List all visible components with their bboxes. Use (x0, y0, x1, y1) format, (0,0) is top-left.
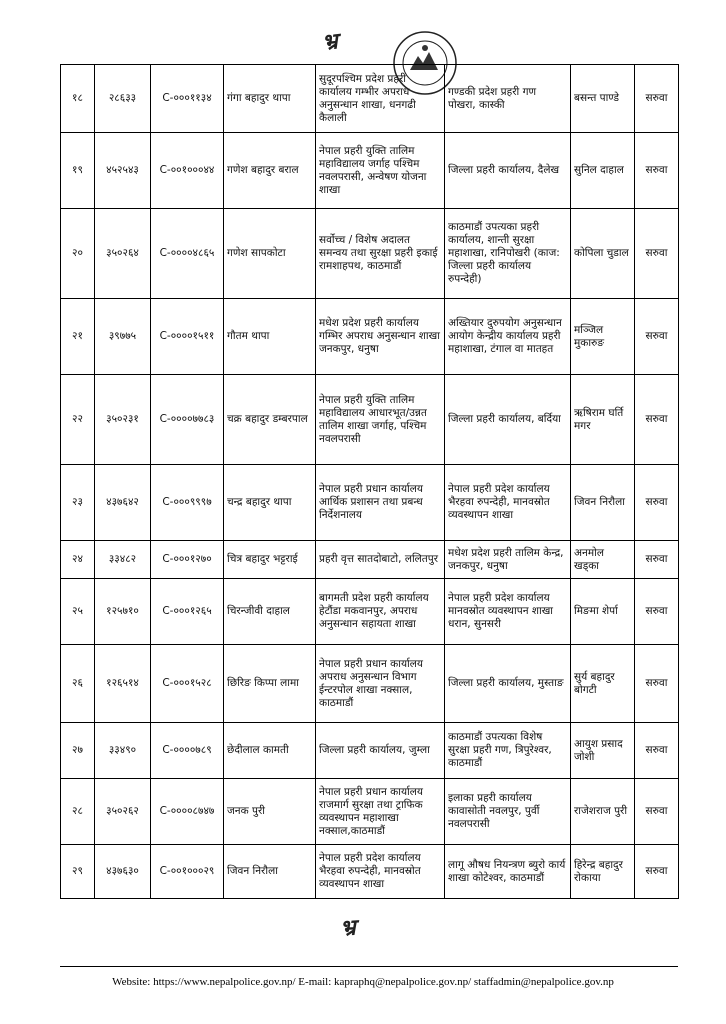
personnel-id: ३३४८२ (95, 541, 151, 579)
replacement-name: मिङमा शेर्पा (571, 579, 635, 645)
personnel-id: ३९७७५ (95, 299, 151, 375)
employee-name: गौतम थापा (224, 299, 316, 375)
top-signature: भ्र (320, 28, 339, 56)
serial-number: २९ (61, 845, 95, 899)
action-type: सरुवा (635, 65, 679, 133)
employee-name: चिरन्जीवी दाहाल (224, 579, 316, 645)
table-row (61, 133, 679, 209)
employee-code: C-०००९९९७ (151, 465, 224, 541)
action-type: सरुवा (635, 845, 679, 899)
employee-name: छेदीलाल कामती (224, 723, 316, 779)
table-row (61, 645, 679, 723)
replacement-name: अनमोल खड्का (571, 541, 635, 579)
personnel-id: ३५०२३१ (95, 375, 151, 465)
employee-name: गणेश बहादुर बराल (224, 133, 316, 209)
action-type: सरुवा (635, 541, 679, 579)
current-office: नेपाल प्रहरी प्रदेश कार्यालय भैरहवा रुपन्देही, मानवस्रोत व्यवस्थापन शाखा (316, 845, 445, 899)
table-row (61, 723, 679, 779)
current-office: नेपाल प्रहरी प्रधान कार्यालय राजमार्ग सुरक्षा तथा ट्राफिक व्यवस्थापन महाशाखा नक्साल,काठमाडौं (316, 779, 445, 845)
employee-code: C-००१०००४४ (151, 133, 224, 209)
replacement-name: बसन्त पाण्डे (571, 65, 635, 133)
bottom-signature: भ्र (339, 914, 357, 942)
serial-number: २५ (61, 579, 95, 645)
transfer-office: लागू औषध नियन्त्रण ब्युरो कार्य शाखा कोटेश्वर, काठमाडौं (445, 845, 571, 899)
transfer-office: जिल्ला प्रहरी कार्यालय, मुस्ताङ (445, 645, 571, 723)
table-row (61, 65, 679, 133)
employee-name: जनक पुरी (224, 779, 316, 845)
serial-number: २६ (61, 645, 95, 723)
current-office: नेपाल प्रहरी प्रधान कार्यालय आर्थिक प्रशासन तथा प्रबन्ध निर्देशनालय (316, 465, 445, 541)
serial-number: २० (61, 209, 95, 299)
table-row (61, 845, 679, 899)
action-type: सरुवा (635, 299, 679, 375)
current-office: नेपाल प्रहरी प्रधान कार्यालय अपराध अनुसन्धान विभाग ईन्टरपोल शाखा नक्साल, काठमाडौं (316, 645, 445, 723)
replacement-name: राजेशराज पुरी (571, 779, 635, 845)
employee-code: C-००००८७४७ (151, 779, 224, 845)
action-type: सरुवा (635, 465, 679, 541)
employee-code: C-००००७७८३ (151, 375, 224, 465)
employee-name: गणेश सापकोटा (224, 209, 316, 299)
serial-number: २७ (61, 723, 95, 779)
employee-code: C-०००१२७० (151, 541, 224, 579)
employee-name: छिरिङ किप्पा लामा (224, 645, 316, 723)
current-office: बागमती प्रदेश प्रहरी कार्यालय हेटौंडा मकवानपुर, अपराध अनुसन्धान सहायता शाखा (316, 579, 445, 645)
transfer-office: इलाका प्रहरी कार्यालय कावासोती नवलपुर, पुर्वी नवलपरासी (445, 779, 571, 845)
table-row (61, 209, 679, 299)
replacement-name: मञ्जिल मुकारुङ (571, 299, 635, 375)
transfer-office: नेपाल प्रहरी प्रदेश कार्यालय भैरहवा रुपन्देही, मानवस्रोत व्यवस्थापन शाखा (445, 465, 571, 541)
transfer-office: जिल्ला प्रहरी कार्यालय, बर्दिया (445, 375, 571, 465)
replacement-name: सुनिल दाहाल (571, 133, 635, 209)
replacement-name: ऋषिराम घर्ति मगर (571, 375, 635, 465)
current-office: नेपाल प्रहरी युक्ति तालिम महाविद्यालय आधारभूत/उन्नत तालिम शाखा जर्गाह, पश्चिम नवलपरासी (316, 375, 445, 465)
transfer-office: मधेश प्रदेश प्रहरी तालिम केन्द्र, जनकपुर, धनुषा (445, 541, 571, 579)
table-row (61, 541, 679, 579)
page-footer: Website: https://www.nepalpolice.gov.np/ E-mail: kapraphq@nepalpolice.gov.np/ staffadmin@nepalpolice.gov.np (112, 976, 614, 988)
action-type: सरुवा (635, 645, 679, 723)
transfer-office: काठमाडौं उपत्यका विशेष सुरक्षा प्रहरी गण, त्रिपुरेश्वर, काठमाडौं (445, 723, 571, 779)
personnel-id: १२६५१४ (95, 645, 151, 723)
personnel-id: ४३७६३० (95, 845, 151, 899)
personnel-id: ३५०२६२ (95, 779, 151, 845)
employee-name: जिवन निरौला (224, 845, 316, 899)
employee-code: C-००००४८६५ (151, 209, 224, 299)
employee-code: C-००००१५११ (151, 299, 224, 375)
table-row (61, 375, 679, 465)
employee-name: चक्र बहादुर डम्बरपाल (224, 375, 316, 465)
transfer-office: काठमाडौं उपत्यका प्रहरी कार्यालय, शान्ती सुरक्षा महाशाखा, रानिपोखरी (काज: जिल्ला प्रहरी कार्यालय रुपन्देही) (445, 209, 571, 299)
replacement-name: सुर्य बहादुर बोगटी (571, 645, 635, 723)
employee-code: C-०००११३४ (151, 65, 224, 133)
table-row (61, 299, 679, 375)
action-type: सरुवा (635, 375, 679, 465)
current-office: प्रहरी वृत्त सातदोबाटो, ललितपुर (316, 541, 445, 579)
current-office: सर्वोच्च / विशेष अदालत समन्वय तथा सुरक्षा प्रहरी इकाई रामशाहपथ, काठमाडौं (316, 209, 445, 299)
personnel-id: ३३४९० (95, 723, 151, 779)
serial-number: २४ (61, 541, 95, 579)
action-type: सरुवा (635, 579, 679, 645)
employee-code: C-०००१२६५ (151, 579, 224, 645)
transfer-office: अख्तियार दुरुपयोग अनुसन्धान आयोग केन्द्रीय कार्यालय प्रहरी महाशाखा, टंगाल वा मातहत (445, 299, 571, 375)
footer-divider (60, 966, 678, 967)
action-type: सरुवा (635, 723, 679, 779)
personnel-id: ४३७६४२ (95, 465, 151, 541)
personnel-id: ४५२५४३ (95, 133, 151, 209)
action-type: सरुवा (635, 779, 679, 845)
table-row (61, 579, 679, 645)
employee-code: C-००००७८९ (151, 723, 224, 779)
action-type: सरुवा (635, 209, 679, 299)
serial-number: १९ (61, 133, 95, 209)
replacement-name: आयुश प्रसाद जोशी (571, 723, 635, 779)
employee-code: C-०००१५२८ (151, 645, 224, 723)
current-office: सुदूरपश्चिम प्रदेश प्रहरी कार्यालय गम्भीर अपराध अनुसन्धान शाखा, धनगढी कैलाली (316, 65, 445, 133)
employee-name: गंगा बहादुर थापा (224, 65, 316, 133)
serial-number: १८ (61, 65, 95, 133)
replacement-name: जिवन निरौला (571, 465, 635, 541)
serial-number: २२ (61, 375, 95, 465)
serial-number: २३ (61, 465, 95, 541)
table-row (61, 779, 679, 845)
current-office: मधेश प्रदेश प्रहरी कार्यालय गम्भिर अपराध अनुसन्धान शाखा जनकपुर, धनुषा (316, 299, 445, 375)
employee-name: चित्र बहादुर भट्टराई (224, 541, 316, 579)
transfer-office: गण्डकी प्रदेश प्रहरी गण पोखरा, कास्की (445, 65, 571, 133)
transfer-table (60, 64, 679, 899)
employee-code: C-००१०००२९ (151, 845, 224, 899)
serial-number: २१ (61, 299, 95, 375)
replacement-name: हिरेन्द्र बहादुर रोकाया (571, 845, 635, 899)
personnel-id: १२५७१० (95, 579, 151, 645)
transfer-office: नेपाल प्रहरी प्रदेश कार्यालय मानवस्रोत व्यवस्थापन शाखा धरान, सुनसरी (445, 579, 571, 645)
transfer-office: जिल्ला प्रहरी कार्यालय, दैलेख (445, 133, 571, 209)
current-office: नेपाल प्रहरी युक्ति तालिम महाविद्यालय जर्गाह पश्चिम नवलपरासी, अन्वेषण योजना शाखा (316, 133, 445, 209)
employee-name: चन्द्र बहादुर थापा (224, 465, 316, 541)
replacement-name: कोपिला चुडाल (571, 209, 635, 299)
serial-number: २८ (61, 779, 95, 845)
table-row (61, 465, 679, 541)
personnel-id: २८६३३ (95, 65, 151, 133)
current-office: जिल्ला प्रहरी कार्यालय, जुम्ला (316, 723, 445, 779)
action-type: सरुवा (635, 133, 679, 209)
personnel-id: ३५०२६४ (95, 209, 151, 299)
